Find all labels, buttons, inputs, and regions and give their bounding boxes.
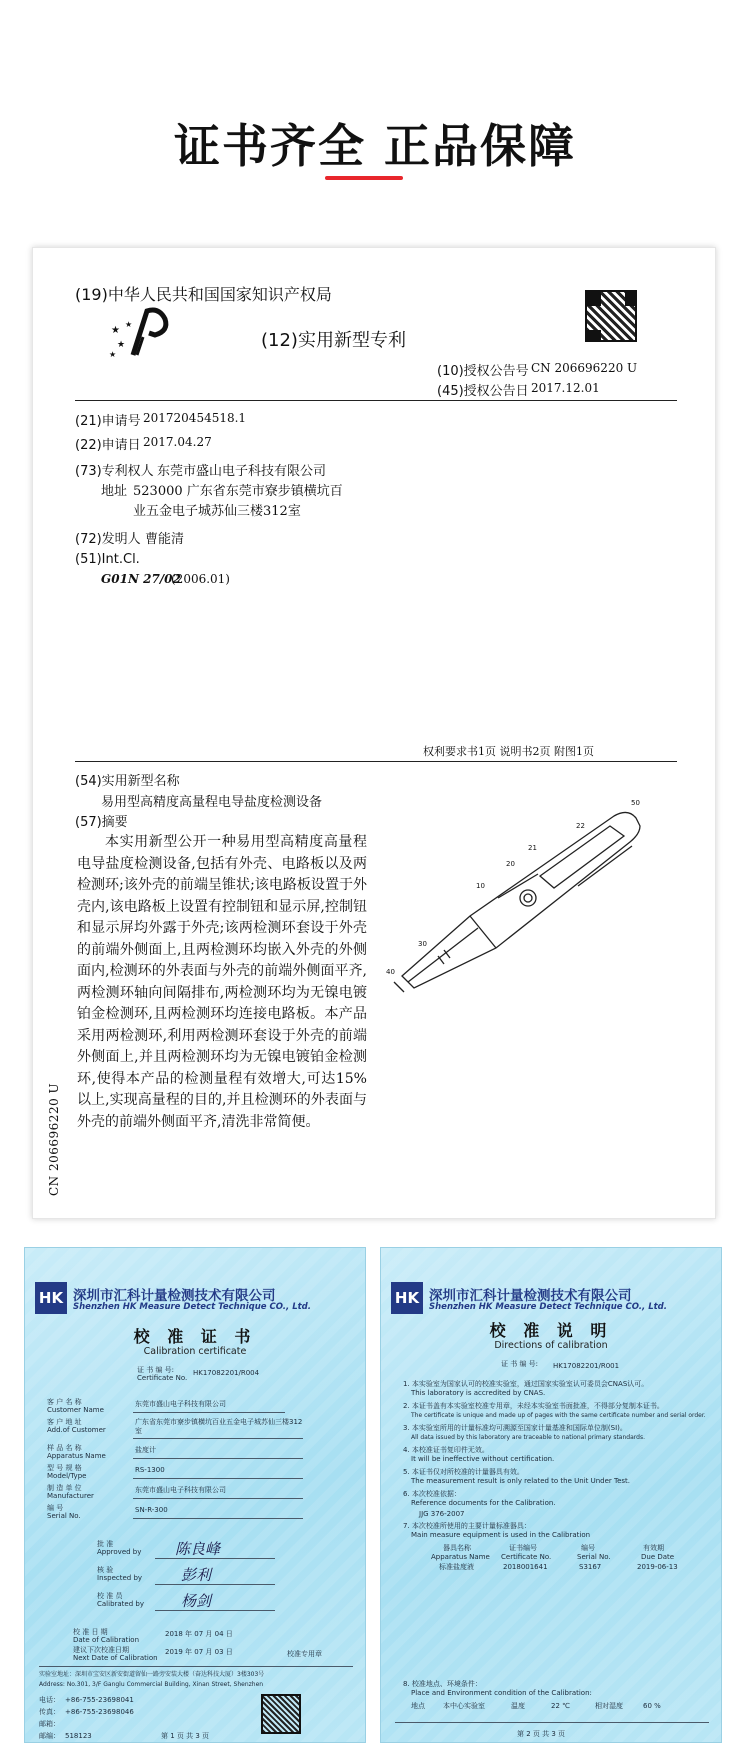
calibration-certificate [24, 1247, 366, 1743]
underline [133, 1518, 303, 1519]
row-label: 客 户 名 称 [47, 1398, 82, 1406]
table-header: 证书编号 [509, 1544, 537, 1552]
svg-text:★: ★ [111, 325, 120, 336]
cnipa-logo-icon [107, 303, 179, 361]
direction-item-en: The certificate is unique and made up of pages with the same certificate number and serial order. [411, 1412, 706, 1419]
row-label-en: Customer Name [47, 1406, 104, 1414]
place: 本中心实验室 [443, 1702, 485, 1710]
table-cell: S3167 [579, 1563, 602, 1571]
calibration-directions [380, 1247, 722, 1743]
direction-item: 7. 本次校准所使用的主要计量标准器具： [403, 1522, 531, 1530]
tel-label: 电话： [39, 1696, 60, 1704]
figure-label: 40 [386, 968, 395, 976]
next-date-label-en: Next Date of Calibration [73, 1654, 158, 1662]
patent-office: (19)中华人民共和国国家知识产权局 [75, 285, 332, 304]
signature-checked: 彭利 [181, 1566, 212, 1584]
utility-name: 易用型高精度高量程电导盐度检测设备 [101, 795, 323, 810]
signature-approved: 陈良峰 [175, 1540, 221, 1558]
directions-subtitle: Directions of calibration [494, 1340, 608, 1351]
row-value: 广东省东莞市寮步镇横坑百业五金电子城苏仙三楼312室 [135, 1418, 303, 1435]
cert-no-label: 证 书 编 号: [501, 1360, 539, 1368]
company-name-en: Shenzhen HK Measure Detect Technique CO., Ltd. [429, 1302, 667, 1312]
next-date-label: 建议下次校准日期 [73, 1646, 129, 1654]
table-cell: 标准盐度液 [439, 1563, 474, 1571]
direction-item: 6. 本次校准依据： [403, 1490, 461, 1498]
direction-item-en: This laboratory is accredited by CNAS. [411, 1389, 546, 1397]
lab-address: 实验室地址：深圳市宝安区新安街道留仙一路旁安装大楼（奋达科技大厦）3楼303号 [39, 1671, 265, 1678]
row-label: 编 号 [47, 1504, 64, 1512]
row-value: 盐度计 [135, 1446, 156, 1454]
pub-no-label: (10)授权公告号 [437, 364, 529, 379]
svg-text:★: ★ [109, 350, 117, 359]
table-header-en: Due Date [641, 1553, 675, 1561]
fax-label: 传真： [39, 1708, 60, 1716]
svg-text:★: ★ [125, 320, 133, 329]
qr-code-icon [261, 1694, 301, 1734]
row-value: 东莞市盛山电子科技有限公司 [135, 1400, 226, 1408]
cert-no-label: 证 书 编 号: [137, 1366, 175, 1374]
humidity-label: 相对湿度 [595, 1702, 623, 1710]
patent-document [32, 247, 716, 1219]
figure-label: 30 [418, 940, 427, 948]
holder-label: (73)专利权人 [75, 464, 154, 479]
calibrated-label-en: Calibrated by [97, 1600, 144, 1608]
address-line-2: 业五金电子城苏仙三楼312室 [133, 504, 301, 519]
underline [133, 1498, 303, 1499]
cal-date-label: 校 准 日 期 [73, 1628, 108, 1636]
temperature-label: 温度 [511, 1702, 525, 1710]
direction-item-en: Main measure equipment is used in the Calibration [411, 1531, 591, 1539]
row-value: 东莞市盛山电子科技有限公司 [135, 1486, 226, 1494]
row-label-en: Manufacturer [47, 1492, 94, 1500]
signature-calibrated: 杨剑 [181, 1592, 212, 1610]
pub-date: 2017.12.01 [531, 381, 600, 395]
figure-label: 20 [506, 860, 515, 868]
certificate-subtitle: Calibration certificate [143, 1346, 247, 1357]
row-value: SN-R-300 [135, 1506, 168, 1514]
divider [75, 761, 677, 762]
device-drawing [378, 788, 668, 1008]
direction-item-en: It will be ineffective without certification. [411, 1455, 555, 1463]
qr-code-icon [585, 290, 637, 342]
page-title: 证书齐全 正品保障 [173, 119, 576, 173]
row-label-en: Add.of Customer [47, 1426, 106, 1434]
abstract-text: 本实用新型公开一种易用型高精度高量程电导盐度检测设备,包括有外壳、电路板以及两检测环;该外壳的前端呈锥状;该电路板设置于外壳内,该电路板上设置有控制钮和显示屏,控制钮和显示屏均外露于外壳;该两检测环套设于外壳的前端外侧面上,且两检测环均嵌入外壳的外侧面内,检测环的外表面与外壳的前端外侧面平齐,两检测环轴向间隔排布,两检测环均为无镍电镀铂金检测环,且两检测环均连接电路板。本产品采用两检测环,利用两检测环套设于外壳的前端外侧面上,并且两检测环均为无镍电镀铂金检测环,使得本产品的检测量程有效增大,可达15%以上,实现高量程的目的,并且检测环的外表面与外壳的前端外侧面平齐,清洗非常简便。 [77, 834, 367, 1130]
figure-label: 21 [528, 844, 537, 852]
underline [133, 1438, 303, 1439]
hk-logo-icon: HK [35, 1282, 67, 1314]
environment-label-en: Place and Environment condition of the Calibration: [411, 1689, 592, 1697]
table-header: 编号 [581, 1544, 595, 1552]
table-header-en: Apparatus Name [431, 1553, 490, 1561]
figure-label: 10 [476, 882, 485, 890]
direction-item-en: Reference documents for the Calibration. [411, 1499, 556, 1507]
underline [155, 1584, 275, 1585]
underline [133, 1478, 303, 1479]
table-cell: 2018001641 [503, 1563, 548, 1571]
directions-title: 校 准 说 明 [489, 1321, 613, 1340]
certificate-title: 校 准 证 书 [133, 1327, 257, 1346]
direction-item-en: The measurement result is only related to the Unit Under Test. [411, 1477, 631, 1485]
cal-date: 2018 年 07 月 04 日 [165, 1630, 233, 1638]
document-type: (12)实用新型专利 [261, 330, 406, 351]
underline [155, 1558, 275, 1559]
environment-label: 8. 校准地点、环境条件： [403, 1680, 482, 1688]
checked-label: 核 验 [97, 1566, 114, 1574]
title-underline [325, 176, 403, 180]
cal-date-label-en: Date of Calibration [73, 1636, 140, 1644]
holder: 东莞市盛山电子科技有限公司 [157, 464, 327, 479]
row-label: 型 号 规 格 [47, 1464, 82, 1472]
company-name-cn: 深圳市汇科计量检测技术有限公司 [73, 1288, 276, 1304]
hk-logo-icon: HK [391, 1282, 423, 1314]
intcl-code: G01N 27/02 [101, 572, 181, 586]
page-number: 第 2 页 共 3 页 [517, 1730, 566, 1738]
page-count: 权利要求书1页 说明书2页 附图1页 [423, 745, 594, 758]
address-label: 地址 [101, 484, 128, 499]
underline [155, 1610, 275, 1611]
direction-item: 5. 本证书仅对所校准的计量器具有效。 [403, 1468, 524, 1476]
cert-no-label-en: Certificate No. [137, 1374, 188, 1382]
app-date-label: (22)申请日 [75, 438, 141, 453]
utility-name-label: (54)实用新型名称 [75, 774, 180, 789]
cert-no: HK17082201/R001 [553, 1362, 620, 1370]
row-value: RS-1300 [135, 1466, 165, 1474]
figure-label: 22 [576, 822, 585, 830]
cert-no: HK17082201/R004 [193, 1369, 260, 1377]
direction-item: 3. 本实验室所用的计量标准均可溯源至国家计量基准和国际单位制(SI)。 [403, 1424, 627, 1432]
humidity: 60 % [643, 1702, 661, 1710]
address-line-1: 523000 广东省东莞市寮步镇横坑百 [133, 484, 343, 499]
direction-item-en: All data issued by this laboratory are traceable to national primary standards. [411, 1434, 645, 1441]
approved-label-en: Approved by [97, 1548, 142, 1556]
table-header-en: Certificate No. [501, 1553, 552, 1561]
underline [133, 1412, 285, 1413]
row-label-en: Serial No. [47, 1512, 81, 1520]
email-label: 邮箱： [39, 1720, 60, 1728]
stamp-text: 校准专用章 [287, 1650, 322, 1658]
page-number: 第 1 页 共 3 页 [161, 1732, 210, 1740]
side-pub-number: CN 206696220 U [47, 1082, 61, 1196]
place-label: 地点 [411, 1702, 425, 1710]
direction-item: 4. 本校准证书复印件无效。 [403, 1446, 489, 1454]
direction-item: JJG 376-2007 [419, 1510, 465, 1518]
row-label: 客 户 地 址 [47, 1418, 82, 1426]
company-name-en: Shenzhen HK Measure Detect Technique CO., Ltd. [73, 1302, 311, 1312]
figure-label: 50 [631, 799, 640, 807]
postcode-label: 邮编： [39, 1732, 60, 1740]
inventor: 曹能清 [145, 532, 185, 547]
pub-no: CN 206696220 U [531, 361, 638, 375]
divider [395, 1722, 709, 1723]
company-name-cn: 深圳市汇科计量检测技术有限公司 [429, 1288, 632, 1304]
row-label: 制 造 单 位 [47, 1484, 82, 1492]
intcl-label: (51)Int.Cl. [75, 552, 140, 567]
temperature: 22 ℃ [551, 1702, 570, 1710]
pub-date-label: (45)授权公告日 [437, 384, 529, 399]
postcode: 518123 [65, 1732, 92, 1740]
table-header: 器具名称 [443, 1544, 471, 1552]
calibrated-label: 校 准 员 [97, 1592, 123, 1600]
app-no: 201720454518.1 [143, 411, 247, 425]
abstract-label: (57)摘要 [75, 815, 128, 830]
app-date: 2017.04.27 [143, 435, 212, 449]
divider [39, 1666, 353, 1667]
fax: +86-755-23698046 [65, 1708, 134, 1716]
row-label-en: Model/Type [47, 1472, 87, 1480]
row-label-en: Apparatus Name [47, 1452, 106, 1460]
table-cell: 2019-06-13 [637, 1563, 678, 1571]
table-header: 有效期 [643, 1544, 664, 1552]
tel: +86-755-23698041 [65, 1696, 134, 1704]
checked-label-en: Inspected by [97, 1574, 143, 1582]
direction-item: 1. 本实验室为国家认可的校准实验室，通过国家实验室认可委员会CNAS认可。 [403, 1380, 649, 1388]
lab-address-en: Address: No.301, 3/F Ganglu Commercial Building, Xinan Street, Shenzhen [39, 1681, 264, 1688]
intcl-year: (2006.01) [171, 572, 230, 586]
divider [75, 400, 677, 401]
underline [133, 1458, 303, 1459]
direction-item: 2. 本证书盖有本实验室校准专用章，未经本实验室书面批准，不得部分复制本证书。 [403, 1402, 664, 1410]
inventor-label: (72)发明人 [75, 532, 141, 547]
approved-label: 批 准 [97, 1540, 114, 1548]
svg-text:★: ★ [117, 340, 126, 350]
row-label: 样 品 名 称 [47, 1444, 82, 1452]
app-no-label: (21)申请号 [75, 414, 141, 429]
next-date: 2019 年 07 月 03 日 [165, 1648, 233, 1656]
table-header-en: Serial No. [577, 1553, 611, 1561]
